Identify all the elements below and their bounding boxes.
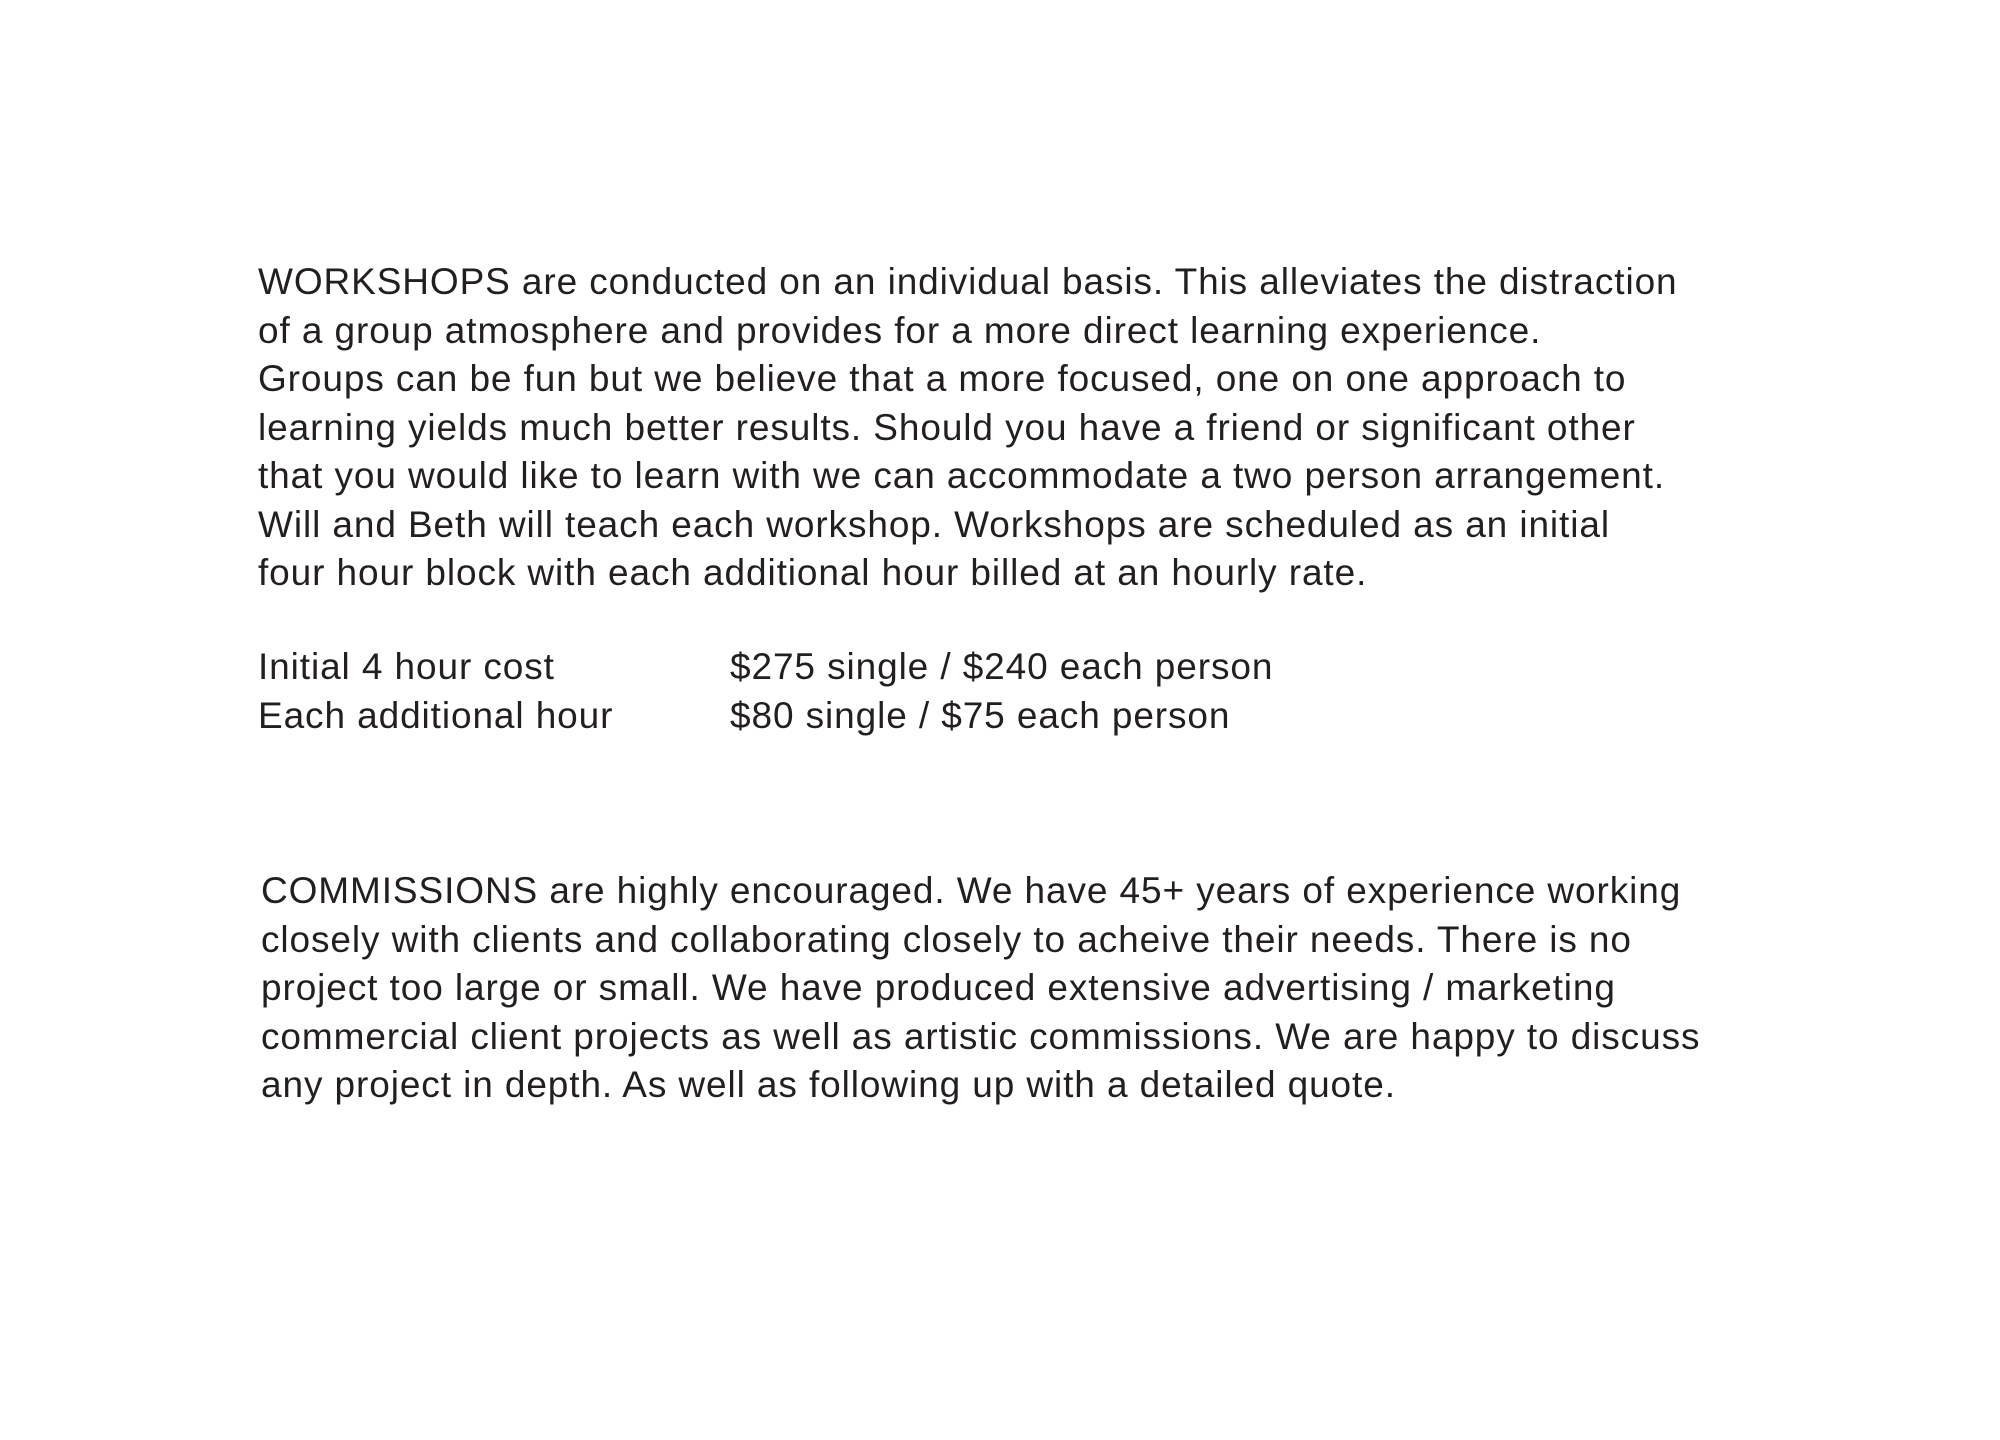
workshops-line: that you would like to learn with we can accommodate a two person arrangement. — [258, 455, 1666, 496]
workshops-line: learning yields much better results. Should you have a friend or significant other — [258, 406, 1636, 448]
workshops-line: four hour block with each additional hour billed at an hourly rate. — [258, 552, 1368, 593]
commissions-line: any project in depth. As well as following up with a detailed quote. — [261, 1064, 1396, 1105]
commissions-paragraph — [261, 867, 1700, 1110]
commissions-line: commercial client projects as well as artistic commissions. We are happy to discuss — [261, 1015, 1701, 1057]
pricing-value: $275 single / $240 each person — [730, 646, 1274, 687]
pricing-label: Initial 4 hour cost — [258, 646, 555, 687]
workshops-line: Groups can be fun but we believe that a more focused, one on one approach to — [258, 358, 1627, 399]
workshops-paragraph — [258, 258, 1678, 598]
workshops-line: of a group atmosphere and provides for a more direct learning experience. — [258, 309, 1542, 351]
pricing-row — [258, 643, 1273, 692]
commissions-line: COMMISSIONS are highly encouraged. We have 45+ years of experience working — [261, 870, 1682, 911]
pricing-label: Each additional hour — [258, 694, 614, 736]
pricing-value: $80 single / $75 each person — [730, 694, 1231, 736]
commissions-line: project too large or small. We have produced extensive advertising / marketing — [261, 967, 1616, 1008]
pricing-row — [258, 692, 1273, 741]
workshops-line: WORKSHOPS are conducted on an individual basis. This alleviates the distraction — [258, 261, 1678, 302]
workshops-line: Will and Beth will teach each workshop. Workshops are scheduled as an initial — [258, 503, 1610, 545]
pricing-table — [258, 643, 1273, 740]
commissions-line: closely with clients and collaborating closely to acheive their needs. There is no — [261, 918, 1632, 960]
